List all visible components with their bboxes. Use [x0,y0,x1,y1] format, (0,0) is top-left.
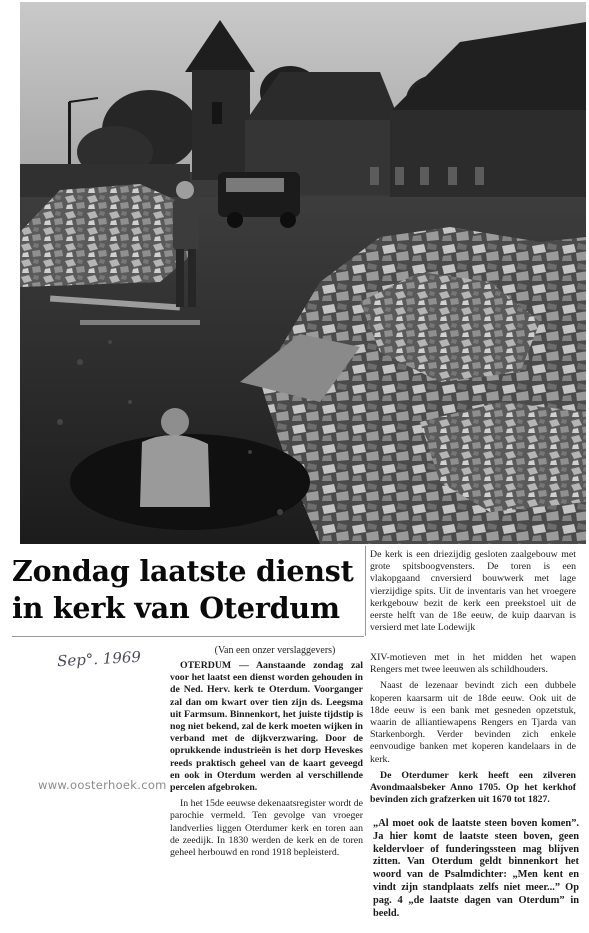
headline-line-2: in kerk van Oterdum [12,591,340,625]
article-headline [12,553,364,627]
article-paragraph: XIV-motieven met in het midden het wapen Rengers met twee leeuwen als schildhouders. [370,652,576,676]
website-watermark: www.oosterhoek.com [38,778,167,792]
article-paragraph: De kerk is een driezijdig gesloten zaalgebouw met grote spitsboogvensters. De toren is een vlakopgaand cnversierd bouwwerk met lage vierzijdige spits. Uit de inventaris van het vroegere kerkgebouw bezit de kerk een preekstoel uit de eerste helft van de 18e eeuw, de kuip daarvan is versierd met late Lodewijk [370,549,576,634]
clipping-edge [12,636,364,637]
clipping-edge [365,546,366,636]
article-paragraph: „Al moet ook de laatste steen boven komen”. Ja hier komt de laatste steen boven, geen keldervloer of funderingssteen mag blijven zitten. Van Oterdum geldt binnenkort het woord van de Psalmdichter: „Men kent en vindt zijn standplaats zelfs niet meer...” Op pag. 4 „de laatste dagen van Oterdum” in beeld. [373,818,579,919]
article-paragraph: OTERDUM — Aanstaande zondag zal voor het laatst een dienst worden gehouden in de Ned. Herv. kerk te Oterdum. Voorganger zal dan om kwart over tien zijn ds. Leegsma uit Farmsum. Binnenkort, het juiste tijdstip is nog niet bekend, zal de kerk moeten wijken in verband met de dijkverzwaring. Door de oprukkende industrieën is het dorp Heveskes reeds praktisch geheel van de kaart geveegd en ook in Oterdum werden al verschillende percelen afgebroken. [170,660,363,794]
article-closing-block [373,818,579,924]
article-paragraph: Naast de lezenaar bevindt zich een dubbele koperen kaarsarm uit de 18de eeuw. Ook uit de 18de eeuw is een bank met gesneden opzetstuk, waarin de alliantiewapens Rengers en Tjarda van Starkenborgh. Verder bevinden zich enkele eenvoudige banken met koperen kandelaars in de kerk. [370,680,576,765]
article-paragraph: In het 15de eeuwse dekenaatsregister wordt de parochie vermeld. Ten gevolge van vroeger landverlies liggen Oterdumer kerk en toren aan de zeedijk. In 1830 werden de kerk en de toren geheel herbouwd en rond 1918 bepleisterd. [170,798,363,859]
headline-line-1: Zondag laatste dienst [12,554,354,588]
article-column-left [170,660,363,863]
dateline: OTERDUM [180,660,232,671]
news-photo-church-demolition [20,2,586,544]
article-column-right [370,652,576,810]
photo-illustration [20,2,586,544]
article-column-right-top [370,549,576,638]
handwritten-date: Sep°. 1969 [56,647,142,671]
byline: (Van een onzer verslaggevers) [214,645,336,656]
article-paragraph: De Oterdumer kerk heeft een zilveren Avondmaalsbeker Anno 1705. Op het kerkhof bevinden zich grafzerken uit 1670 tot 1827. [370,769,576,806]
